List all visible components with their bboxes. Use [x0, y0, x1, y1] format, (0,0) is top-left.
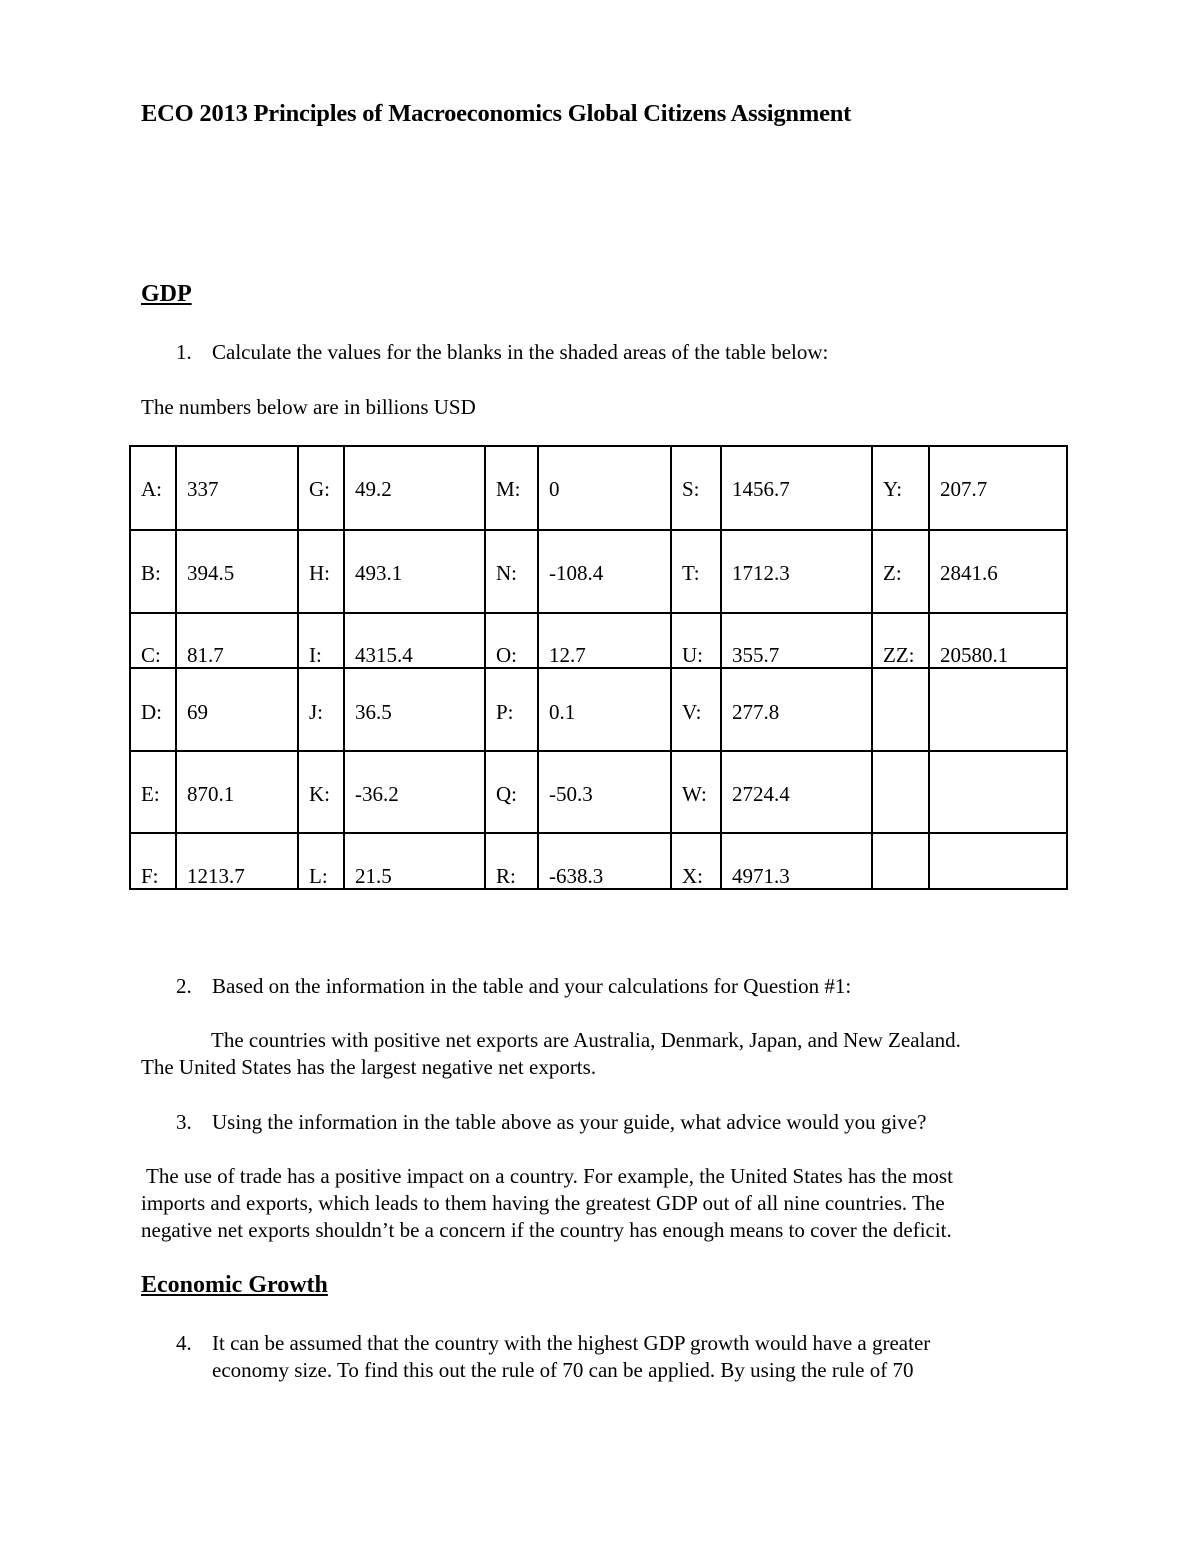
cell-label: S:: [671, 446, 721, 530]
cell-value: 2841.6: [929, 530, 1067, 613]
cell-value: 81.7: [176, 613, 298, 668]
answer-2-line-2: The United States has the largest negative net exports.: [141, 1055, 597, 1079]
table-row: [130, 833, 1067, 889]
cell-label: ZZ:: [872, 613, 929, 668]
cell-label: [872, 833, 929, 889]
cell-value: -36.2: [344, 751, 485, 833]
cell-label: T:: [671, 530, 721, 613]
cell-value: 0: [538, 446, 671, 530]
cell-label: V:: [671, 668, 721, 751]
question-2-number: 2.: [176, 974, 192, 998]
cell-value: [929, 833, 1067, 889]
cell-label: C:: [130, 613, 176, 668]
cell-value: 870.1: [176, 751, 298, 833]
question-4-line-2: economy size. To find this out the rule of 70 can be applied. By using the rule of 70: [212, 1358, 914, 1382]
cell-value: 4315.4: [344, 613, 485, 668]
question-2: [176, 974, 851, 999]
question-3: [176, 1110, 926, 1135]
cell-label: F:: [130, 833, 176, 889]
table-row: [130, 446, 1067, 530]
gdp-heading: GDP: [141, 281, 192, 307]
cell-label: R:: [485, 833, 538, 889]
cell-label: G:: [298, 446, 344, 530]
cell-label: A:: [130, 446, 176, 530]
table-row: [130, 530, 1067, 613]
cell-value: [929, 751, 1067, 833]
cell-value: 277.8: [721, 668, 872, 751]
cell-value: 2724.4: [721, 751, 872, 833]
cell-label: N:: [485, 530, 538, 613]
cell-value: -50.3: [538, 751, 671, 833]
question-1: [176, 340, 828, 365]
cell-label: X:: [671, 833, 721, 889]
cell-label: Q:: [485, 751, 538, 833]
cell-value: 4971.3: [721, 833, 872, 889]
answer-3-line-2: imports and exports, which leads to them having the greatest GDP out of all nine countries. The: [141, 1191, 945, 1215]
cell-value: 355.7: [721, 613, 872, 668]
cell-value: -108.4: [538, 530, 671, 613]
question-1-text: Calculate the values for the blanks in the shaded areas of the table below:: [212, 340, 829, 364]
question-3-number: 3.: [176, 1110, 192, 1134]
cell-value: 36.5: [344, 668, 485, 751]
cell-value: 0.1: [538, 668, 671, 751]
cell-label: D:: [130, 668, 176, 751]
cell-value: 12.7: [538, 613, 671, 668]
cell-value: 493.1: [344, 530, 485, 613]
cell-value: 207.7: [929, 446, 1067, 530]
cell-label: Y:: [872, 446, 929, 530]
question-1-number: 1.: [176, 340, 192, 364]
table-row: [130, 613, 1067, 668]
cell-label: [872, 751, 929, 833]
question-4-number: 4.: [176, 1331, 192, 1355]
cell-label: I:: [298, 613, 344, 668]
units-note: The numbers below are in billions USD: [141, 395, 476, 419]
cell-value: 1456.7: [721, 446, 872, 530]
question-4-text-1: It can be assumed that the country with the highest GDP growth would have a greater: [212, 1331, 931, 1355]
cell-value: 1712.3: [721, 530, 872, 613]
answer-2-line-1: The countries with positive net exports are Australia, Denmark, Japan, and New Zealand.: [211, 1028, 961, 1052]
cell-label: M:: [485, 446, 538, 530]
document-title: ECO 2013 Principles of Macroeconomics Global Citizens Assignment: [141, 100, 852, 127]
answer-3-line-1: The use of trade has a positive impact on a country. For example, the United States has the most: [146, 1164, 953, 1188]
cell-value: 21.5: [344, 833, 485, 889]
data-table: [129, 445, 1068, 890]
cell-value: 337: [176, 446, 298, 530]
cell-label: H:: [298, 530, 344, 613]
cell-value: 69: [176, 668, 298, 751]
cell-label: W:: [671, 751, 721, 833]
cell-value: 20580.1: [929, 613, 1067, 668]
cell-label: Z:: [872, 530, 929, 613]
cell-label: [872, 668, 929, 751]
cell-value: 1213.7: [176, 833, 298, 889]
cell-label: K:: [298, 751, 344, 833]
question-2-text: Based on the information in the table and your calculations for Question #1:: [212, 974, 852, 998]
cell-value: [929, 668, 1067, 751]
cell-label: O:: [485, 613, 538, 668]
table-row: [130, 668, 1067, 751]
cell-label: P:: [485, 668, 538, 751]
cell-value: -638.3: [538, 833, 671, 889]
table-row: [130, 751, 1067, 833]
answer-3-line-3: negative net exports shouldn’t be a concern if the country has enough means to cover the deficit.: [141, 1218, 952, 1242]
question-3-text: Using the information in the table above as your guide, what advice would you give?: [212, 1110, 927, 1134]
cell-value: 49.2: [344, 446, 485, 530]
cell-label: U:: [671, 613, 721, 668]
cell-value: 394.5: [176, 530, 298, 613]
cell-label: B:: [130, 530, 176, 613]
economic-growth-heading: Economic Growth: [141, 1272, 328, 1298]
cell-label: L:: [298, 833, 344, 889]
cell-label: E:: [130, 751, 176, 833]
question-4-line-1: [176, 1331, 930, 1356]
cell-label: J:: [298, 668, 344, 751]
